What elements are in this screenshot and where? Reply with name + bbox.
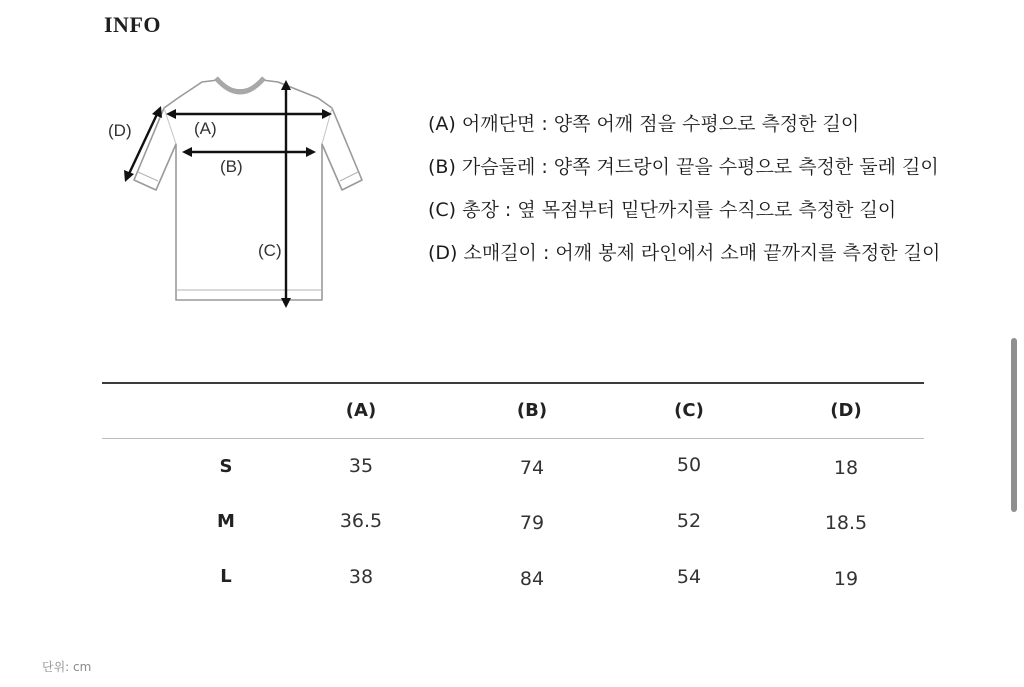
chest-arrow: [182, 147, 316, 157]
label-b: (B): [220, 157, 243, 176]
table-header-rule: [102, 438, 924, 439]
table-cell: 35: [348, 455, 374, 477]
scrollbar-thumb[interactable]: [1011, 338, 1017, 512]
table-cell: 52: [676, 510, 702, 532]
table-cell: 79: [519, 512, 545, 534]
size-label-m: M: [217, 511, 235, 532]
tshirt-outline: [100, 68, 380, 318]
label-d: (D): [108, 121, 132, 140]
definition-b: (B) 가슴둘레 : 양쪽 겨드랑이 끝을 수평으로 측정한 둘레 길이: [428, 156, 939, 178]
definition-d: (D) 소매길이 : 어깨 봉제 라인에서 소매 끝까지를 측정한 길이: [428, 242, 941, 264]
tshirt-diagram: [100, 68, 380, 318]
table-cell: 74: [519, 457, 545, 479]
label-c: (C): [258, 241, 282, 260]
header-d: (D): [830, 400, 862, 421]
table-cell: 54: [676, 566, 702, 588]
unit-note: 단위: cm: [42, 660, 92, 674]
header-a: (A): [345, 400, 377, 421]
table-cell: 19: [833, 568, 859, 590]
header-c: (C): [674, 400, 704, 421]
label-a: (A): [194, 119, 217, 138]
table-cell: 18.5: [824, 512, 868, 534]
size-label-s: S: [219, 456, 233, 477]
table-cell: 18: [833, 457, 859, 479]
header-b: (B): [516, 400, 548, 421]
sleeve-arrow: [124, 106, 162, 182]
measurement-definitions: [428, 112, 968, 284]
table-cell: 84: [519, 568, 545, 590]
shoulder-arrow: [166, 109, 332, 119]
table-top-rule: [102, 382, 924, 384]
page-title: INFO: [104, 12, 161, 37]
table-cell: 38: [348, 566, 374, 588]
definition-a: (A) 어깨단면 : 양쪽 어깨 점을 수평으로 측정한 길이: [428, 113, 860, 135]
table-cell: 36.5: [339, 510, 383, 532]
table-cell: 50: [676, 454, 702, 476]
definition-c: (C) 총장 : 옆 목점부터 밑단까지를 수직으로 측정한 길이: [428, 199, 897, 221]
size-label-l: L: [220, 566, 232, 587]
